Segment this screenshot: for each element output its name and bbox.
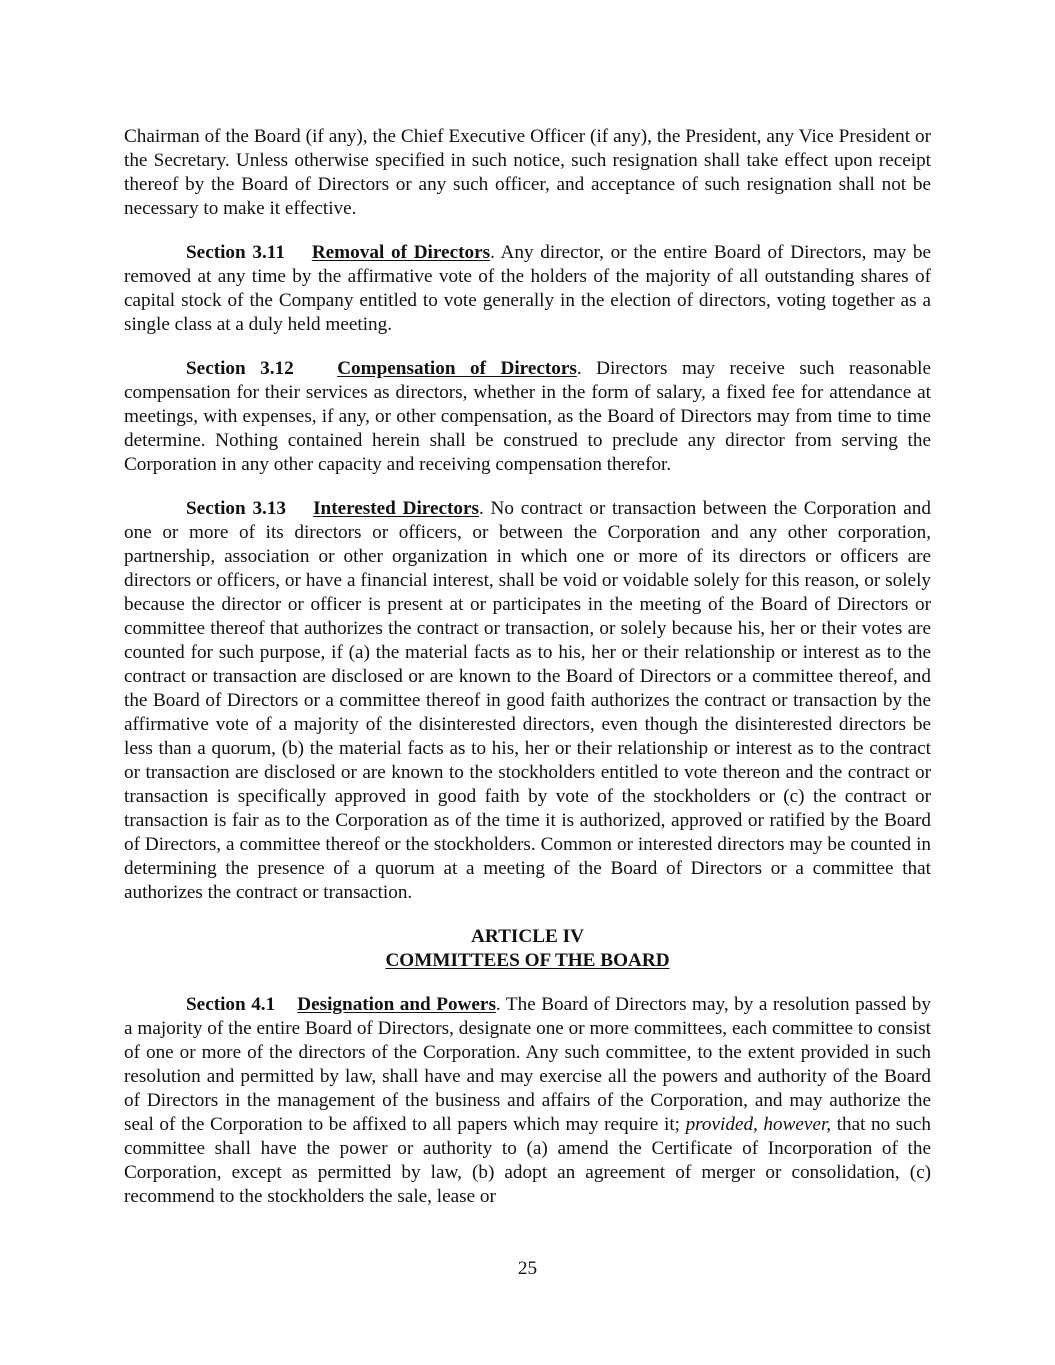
section-number: Section 4.1 — [186, 994, 276, 1015]
article-heading — [124, 925, 931, 973]
section-3-12-paragraph — [124, 357, 931, 477]
article-number: ARTICLE IV — [471, 926, 584, 947]
section-body: . Any director, or the entire Board of Directors, may be removed at any time by the affirmative vote of the holders of the majority of all outstanding shares of capital stock of the Company entitled to vote generally in the election of directors, voting together as a single class at a duly held meeting. — [124, 242, 932, 335]
section-3-13-paragraph — [124, 497, 931, 905]
section-body: . Directors may receive such reasonable compensation for their services as directors, whether in the form of salary, a fixed fee for attendance at meetings, with expenses, if any, or other compensation, as the Board of Directors may from time to time determine. Nothing contained herein shall be construed to preclude any director from serving the Corporation in any other capacity and receiving compensation therefor. — [124, 358, 932, 475]
section-title: Removal of Directors — [311, 242, 491, 263]
section-4-1-paragraph — [124, 993, 931, 1209]
section-number: Section 3.13 — [186, 498, 287, 519]
section-body: . No contract or transaction between the Corporation and one or more of its directors or officers, or between the Corporation and any other corporation, partnership, association or other organization in which one or more of its directors or officers are directors or officers, or have a financial interest, shall be void or voidable solely for this reason, or solely because the director or officer is present at or participates in the meeting of the Board of Directors or committee thereof that authorizes the contract or transaction, or solely because his, her or their votes are counted for such purpose, if (a) the material facts as to his, her or their relationship or interest as to the contract or transaction are disclosed or are known to the Board of Directors or a committee thereof, and the Board of Directors or a committee thereof in good faith authorizes the contract or transaction by the affirmative vote of a majority of the disinterested directors, even though the disinterested directors be less than a quorum, (b) the material facts as to his, her or their relationship or interest as to the contract or transaction are disclosed or are known to the stockholders entitled to vote thereon and the contract or transaction is specifically approved in good faith by vote of the stockholders or (c) the contract or transaction is fair as to the Corporation as of the time it is authorized, approved or ratified by the Board of Directors, a committee thereof or the stockholders. Common or interested directors may be counted in determining the presence of a quorum at a meeting of the Board of Directors or a committee that authorizes the contract or transaction. — [124, 498, 931, 903]
page-number: 25 — [517, 1258, 538, 1279]
section-number: Section 3.12 — [186, 358, 294, 379]
article-title: COMMITTEES OF THE BOARD — [385, 950, 670, 971]
section-body-continued: that no such committee shall have the power or authority to (a) amend the Certificate of Incorporation of the Corporation, except as permitted by law, (b) adopt an agreement of merger or consolidation, (c) recommend to the stockholders the sale, lease or — [124, 1114, 931, 1207]
section-3-11-paragraph — [124, 241, 931, 337]
intro-paragraph: Chairman of the Board (if any), the Chief Executive Officer (if any), the President, any Vice President or the Secretary. Unless otherwise specified in such notice, such resignation shall take effect upon receipt thereof by the Board of Directors or any such officer, and acceptance of such resignation shall not be necessary to make it effective. — [124, 126, 931, 219]
section-title: Designation and Powers — [297, 994, 496, 1015]
section-title: Interested Directors — [313, 498, 479, 519]
section-body: . The Board of Directors may, by a resolution passed by a majority of the entire Board of Directors, designate one or more committees, each committee to consist of one or more of the directors of the Corporation. Any such committee, to the extent provided in such resolution and permitted by law, shall have and may exercise all the powers and authority of the Board of Directors in the management of the business and affairs of the Corporation, and may authorize the seal of the Corporation to be affixed to all papers which may require it; — [124, 994, 931, 1135]
document-page — [124, 125, 931, 1229]
section-title: Compensation of Directors — [337, 358, 577, 379]
italic-proviso: provided, however, — [685, 1114, 832, 1135]
section-number: Section 3.11 — [186, 242, 285, 263]
